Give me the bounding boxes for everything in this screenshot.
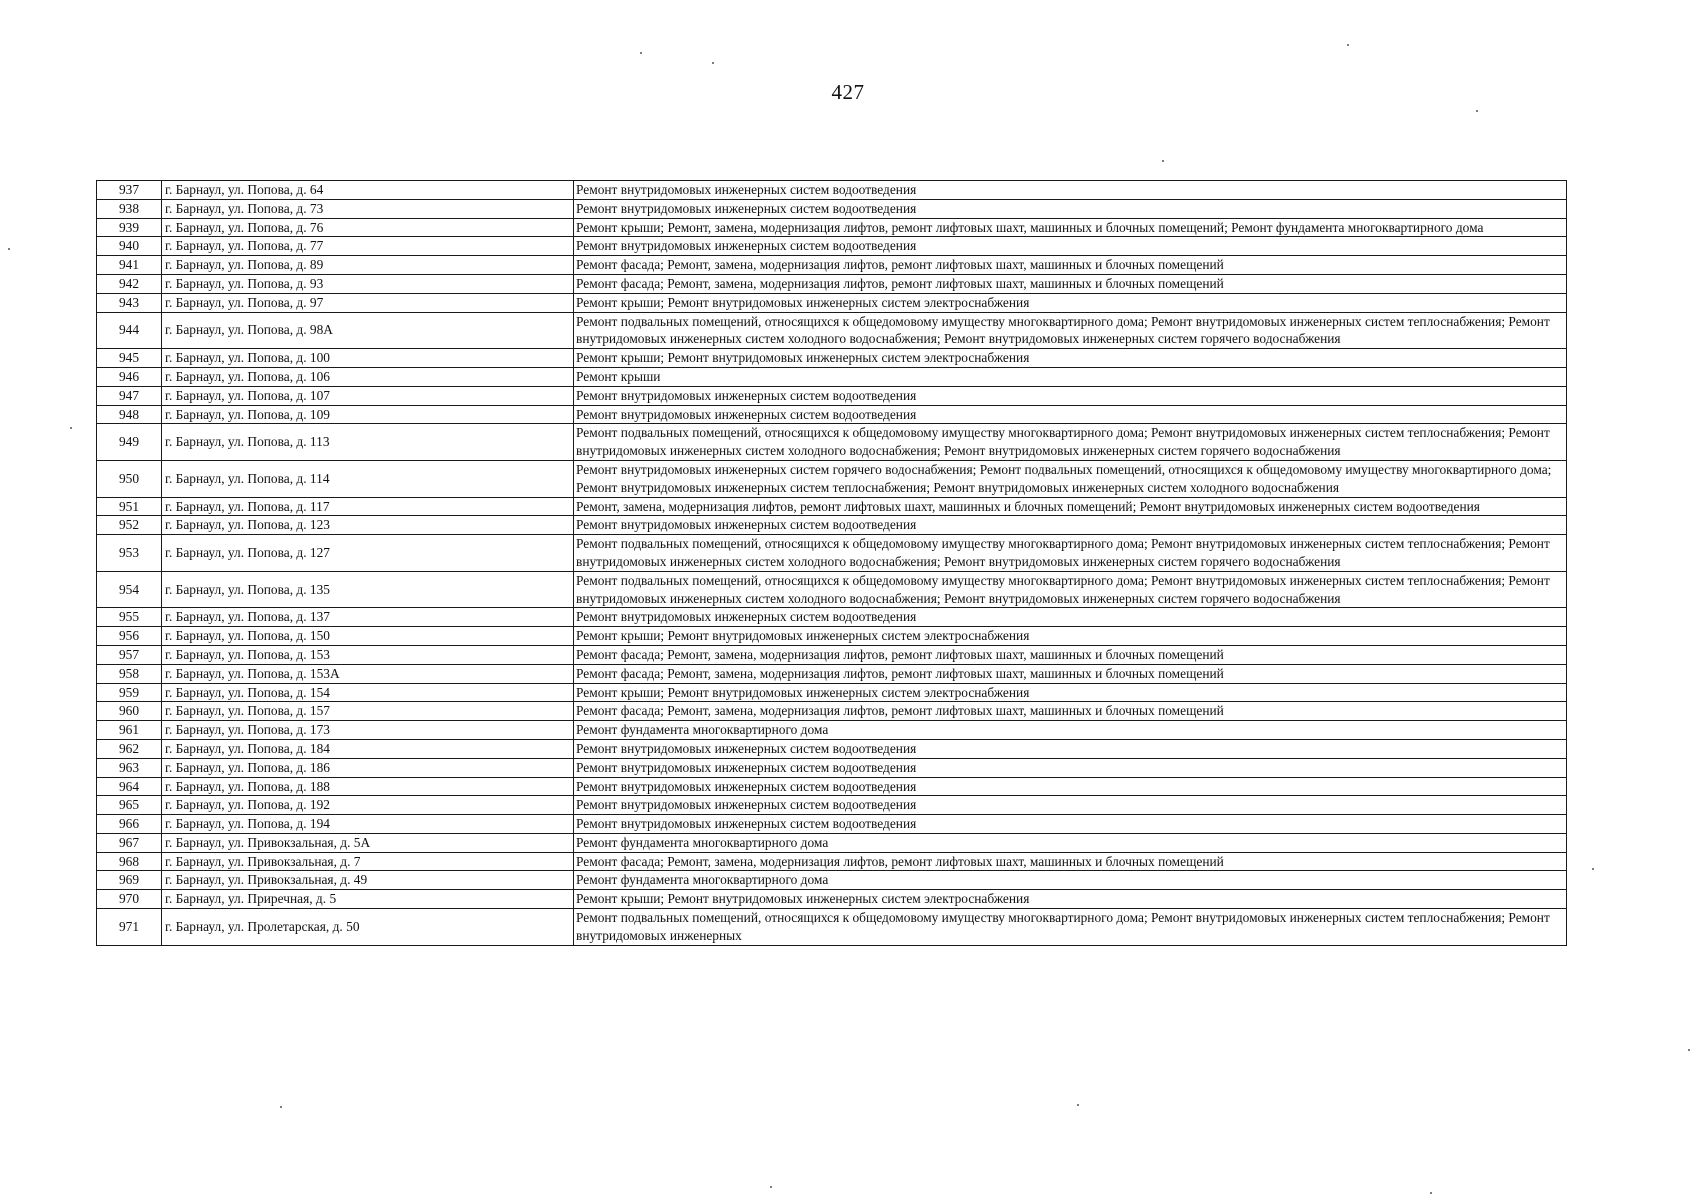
table-row [97,274,1567,293]
row-address: г. Барнаул, ул. Попова, д. 76 [162,218,574,237]
page-number: 427 [831,80,865,104]
row-works: Ремонт фасада; Ремонт, замена, модернизация лифтов, ремонт лифтовых шахт, машинных и блочных помещений [574,852,1567,871]
table-row [97,833,1567,852]
row-address: г. Барнаул, ул. Попова, д. 109 [162,405,574,424]
row-works: Ремонт внутридомовых инженерных систем водоотведения [574,815,1567,834]
row-number: 938 [97,199,162,218]
row-number: 955 [97,608,162,627]
row-number: 964 [97,777,162,796]
row-works: Ремонт крыши; Ремонт внутридомовых инженерных систем электроснабжения [574,683,1567,702]
row-number: 953 [97,535,162,572]
row-works: Ремонт фасада; Ремонт, замена, модернизация лифтов, ремонт лифтовых шахт, машинных и блочных помещений [574,664,1567,683]
row-address: г. Барнаул, ул. Попова, д. 194 [162,815,574,834]
table-row [97,777,1567,796]
scan-speck [1162,160,1164,162]
scan-speck [280,1106,282,1108]
table-row [97,424,1567,461]
table-row [97,237,1567,256]
row-address: г. Барнаул, ул. Попова, д. 188 [162,777,574,796]
row-number: 959 [97,683,162,702]
row-works: Ремонт крыши; Ремонт, замена, модернизация лифтов, ремонт лифтовых шахт, машинных и блочных помещений; Ремонт фундамента многоквартирного дома [574,218,1567,237]
table-row [97,608,1567,627]
table-row [97,721,1567,740]
row-works: Ремонт внутридомовых инженерных систем водоотведения [574,758,1567,777]
row-works: Ремонт внутридомовых инженерных систем водоотведения [574,777,1567,796]
row-address: г. Барнаул, ул. Попова, д. 73 [162,199,574,218]
scan-speck [1077,1104,1079,1106]
row-address: г. Барнаул, ул. Попова, д. 64 [162,181,574,200]
scan-speck [1592,868,1594,870]
row-works: Ремонт внутридомовых инженерных систем водоотведения [574,386,1567,405]
row-number: 944 [97,312,162,349]
row-number: 952 [97,516,162,535]
table-row [97,460,1567,497]
row-address: г. Барнаул, ул. Попова, д. 113 [162,424,574,461]
row-works: Ремонт крыши; Ремонт внутридомовых инженерных систем электроснабжения [574,349,1567,368]
row-address: г. Барнаул, ул. Пролетарская, д. 50 [162,909,574,946]
row-works: Ремонт фасада; Ремонт, замена, модернизация лифтов, ремонт лифтовых шахт, машинных и блочных помещений [574,256,1567,275]
table-row [97,683,1567,702]
row-works: Ремонт внутридомовых инженерных систем водоотведения [574,199,1567,218]
row-works: Ремонт подвальных помещений, относящихся к общедомовому имуществу многоквартирного дома; Ремонт внутридомовых инженерных систем теплоснабжения; Ремонт внутридомовых инженерных систем холодного водоснабжения; Ремонт внутридомовых инженерных систем горячего водоснабжения [574,312,1567,349]
row-address: г. Барнаул, ул. Попова, д. 150 [162,627,574,646]
row-number: 971 [97,909,162,946]
row-number: 940 [97,237,162,256]
scan-speck [712,62,714,64]
scan-speck [770,1186,772,1188]
table-row [97,702,1567,721]
table-row [97,535,1567,572]
scan-speck [640,52,642,54]
row-works: Ремонт внутридомовых инженерных систем водоотведения [574,739,1567,758]
scan-speck [1430,1192,1432,1194]
row-address: г. Барнаул, ул. Попова, д. 154 [162,683,574,702]
row-works: Ремонт фасада; Ремонт, замена, модернизация лифтов, ремонт лифтовых шахт, машинных и блочных помещений [574,645,1567,664]
table-row [97,871,1567,890]
row-number: 951 [97,497,162,516]
row-works: Ремонт фасада; Ремонт, замена, модернизация лифтов, ремонт лифтовых шахт, машинных и блочных помещений [574,702,1567,721]
table-row [97,664,1567,683]
row-address: г. Барнаул, ул. Попова, д. 184 [162,739,574,758]
row-number: 941 [97,256,162,275]
row-address: г. Барнаул, ул. Попова, д. 153 [162,645,574,664]
row-address: г. Барнаул, ул. Попова, д. 89 [162,256,574,275]
table-row [97,796,1567,815]
row-works: Ремонт подвальных помещений, относящихся к общедомовому имуществу многоквартирного дома; Ремонт внутридомовых инженерных систем теплоснабжения; Ремонт внутридомовых инженерных [574,909,1567,946]
row-works: Ремонт крыши [574,367,1567,386]
table-row [97,386,1567,405]
table-row [97,218,1567,237]
row-address: г. Барнаул, ул. Попова, д. 117 [162,497,574,516]
table-row [97,739,1567,758]
row-address: г. Барнаул, ул. Попова, д. 192 [162,796,574,815]
row-number: 960 [97,702,162,721]
row-number: 948 [97,405,162,424]
table-row [97,516,1567,535]
scan-speck [1476,110,1478,112]
row-number: 966 [97,815,162,834]
table-row [97,627,1567,646]
row-works: Ремонт подвальных помещений, относящихся к общедомовому имуществу многоквартирного дома; Ремонт внутридомовых инженерных систем теплоснабжения; Ремонт внутридомовых инженерных систем холодного водоснабжения; Ремонт внутридомовых инженерных систем горячего водоснабжения [574,535,1567,572]
scan-speck [8,248,10,250]
row-address: г. Барнаул, ул. Привокзальная, д. 5А [162,833,574,852]
row-address: г. Барнаул, ул. Попова, д. 186 [162,758,574,777]
row-number: 947 [97,386,162,405]
table-row [97,181,1567,200]
register-body [97,181,1567,946]
table-row [97,645,1567,664]
table-row [97,312,1567,349]
row-address: г. Барнаул, ул. Попова, д. 106 [162,367,574,386]
table-row [97,852,1567,871]
row-address: г. Барнаул, ул. Привокзальная, д. 7 [162,852,574,871]
row-number: 968 [97,852,162,871]
row-number: 949 [97,424,162,461]
row-works: Ремонт фасада; Ремонт, замена, модернизация лифтов, ремонт лифтовых шахт, машинных и блочных помещений [574,274,1567,293]
table-row [97,256,1567,275]
row-works: Ремонт внутридомовых инженерных систем водоотведения [574,237,1567,256]
row-address: г. Барнаул, ул. Попова, д. 127 [162,535,574,572]
row-number: 954 [97,571,162,608]
row-address: г. Барнаул, ул. Попова, д. 173 [162,721,574,740]
row-number: 937 [97,181,162,200]
row-works: Ремонт подвальных помещений, относящихся к общедомовому имуществу многоквартирного дома; Ремонт внутридомовых инженерных систем теплоснабжения; Ремонт внутридомовых инженерных систем холодного водоснабжения; Ремонт внутридомовых инженерных систем горячего водоснабжения [574,571,1567,608]
row-works: Ремонт внутридомовых инженерных систем горячего водоснабжения; Ремонт подвальных помещений, относящихся к общедомовому имуществу многоквартирного дома; Ремонт внутридомовых инженерных систем теплоснабжения; Ремонт внутридомовых инженерных систем холодного водоснабжения [574,460,1567,497]
row-works: Ремонт крыши; Ремонт внутридомовых инженерных систем электроснабжения [574,293,1567,312]
row-number: 970 [97,890,162,909]
row-works: Ремонт внутридомовых инженерных систем водоотведения [574,181,1567,200]
table-row [97,815,1567,834]
row-number: 939 [97,218,162,237]
row-number: 962 [97,739,162,758]
row-works: Ремонт, замена, модернизация лифтов, ремонт лифтовых шахт, машинных и блочных помещений; Ремонт внутридомовых инженерных систем водоотведения [574,497,1567,516]
row-address: г. Барнаул, ул. Попова, д. 157 [162,702,574,721]
row-address: г. Барнаул, ул. Попова, д. 135 [162,571,574,608]
row-works: Ремонт внутридомовых инженерных систем водоотведения [574,796,1567,815]
row-works: Ремонт внутридомовых инженерных систем водоотведения [574,608,1567,627]
row-works: Ремонт фундамента многоквартирного дома [574,871,1567,890]
row-works: Ремонт подвальных помещений, относящихся к общедомовому имуществу многоквартирного дома; Ремонт внутридомовых инженерных систем теплоснабжения; Ремонт внутридомовых инженерных систем холодного водоснабжения; Ремонт внутридомовых инженерных систем горячего водоснабжения [574,424,1567,461]
row-address: г. Барнаул, ул. Попова, д. 114 [162,460,574,497]
row-works: Ремонт крыши; Ремонт внутридомовых инженерных систем электроснабжения [574,627,1567,646]
row-address: г. Барнаул, ул. Привокзальная, д. 49 [162,871,574,890]
row-number: 942 [97,274,162,293]
table-row [97,571,1567,608]
table-row [97,199,1567,218]
row-number: 957 [97,645,162,664]
row-address: г. Барнаул, ул. Попова, д. 100 [162,349,574,368]
row-number: 946 [97,367,162,386]
row-number: 967 [97,833,162,852]
row-address: г. Барнаул, ул. Приречная, д. 5 [162,890,574,909]
row-works: Ремонт фундамента многоквартирного дома [574,721,1567,740]
row-address: г. Барнаул, ул. Попова, д. 77 [162,237,574,256]
row-number: 965 [97,796,162,815]
table-row [97,367,1567,386]
table-row [97,405,1567,424]
scan-speck [1347,44,1349,46]
row-address: г. Барнаул, ул. Попова, д. 137 [162,608,574,627]
table-row [97,293,1567,312]
scan-speck [70,427,72,429]
row-address: г. Барнаул, ул. Попова, д. 153А [162,664,574,683]
row-number: 969 [97,871,162,890]
row-number: 950 [97,460,162,497]
table-row [97,497,1567,516]
row-works: Ремонт внутридомовых инженерных систем водоотведения [574,516,1567,535]
row-works: Ремонт фундамента многоквартирного дома [574,833,1567,852]
row-address: г. Барнаул, ул. Попова, д. 97 [162,293,574,312]
row-address: г. Барнаул, ул. Попова, д. 98А [162,312,574,349]
table-row [97,890,1567,909]
row-number: 945 [97,349,162,368]
row-number: 961 [97,721,162,740]
table-row [97,349,1567,368]
row-number: 958 [97,664,162,683]
row-number: 943 [97,293,162,312]
row-number: 956 [97,627,162,646]
row-address: г. Барнаул, ул. Попова, д. 123 [162,516,574,535]
table-row [97,758,1567,777]
row-number: 963 [97,758,162,777]
row-address: г. Барнаул, ул. Попова, д. 93 [162,274,574,293]
table-row [97,909,1567,946]
row-works: Ремонт крыши; Ремонт внутридомовых инженерных систем электроснабжения [574,890,1567,909]
scan-speck [1688,1049,1690,1051]
row-works: Ремонт внутридомовых инженерных систем водоотведения [574,405,1567,424]
row-address: г. Барнаул, ул. Попова, д. 107 [162,386,574,405]
repair-register-table [96,180,1567,946]
